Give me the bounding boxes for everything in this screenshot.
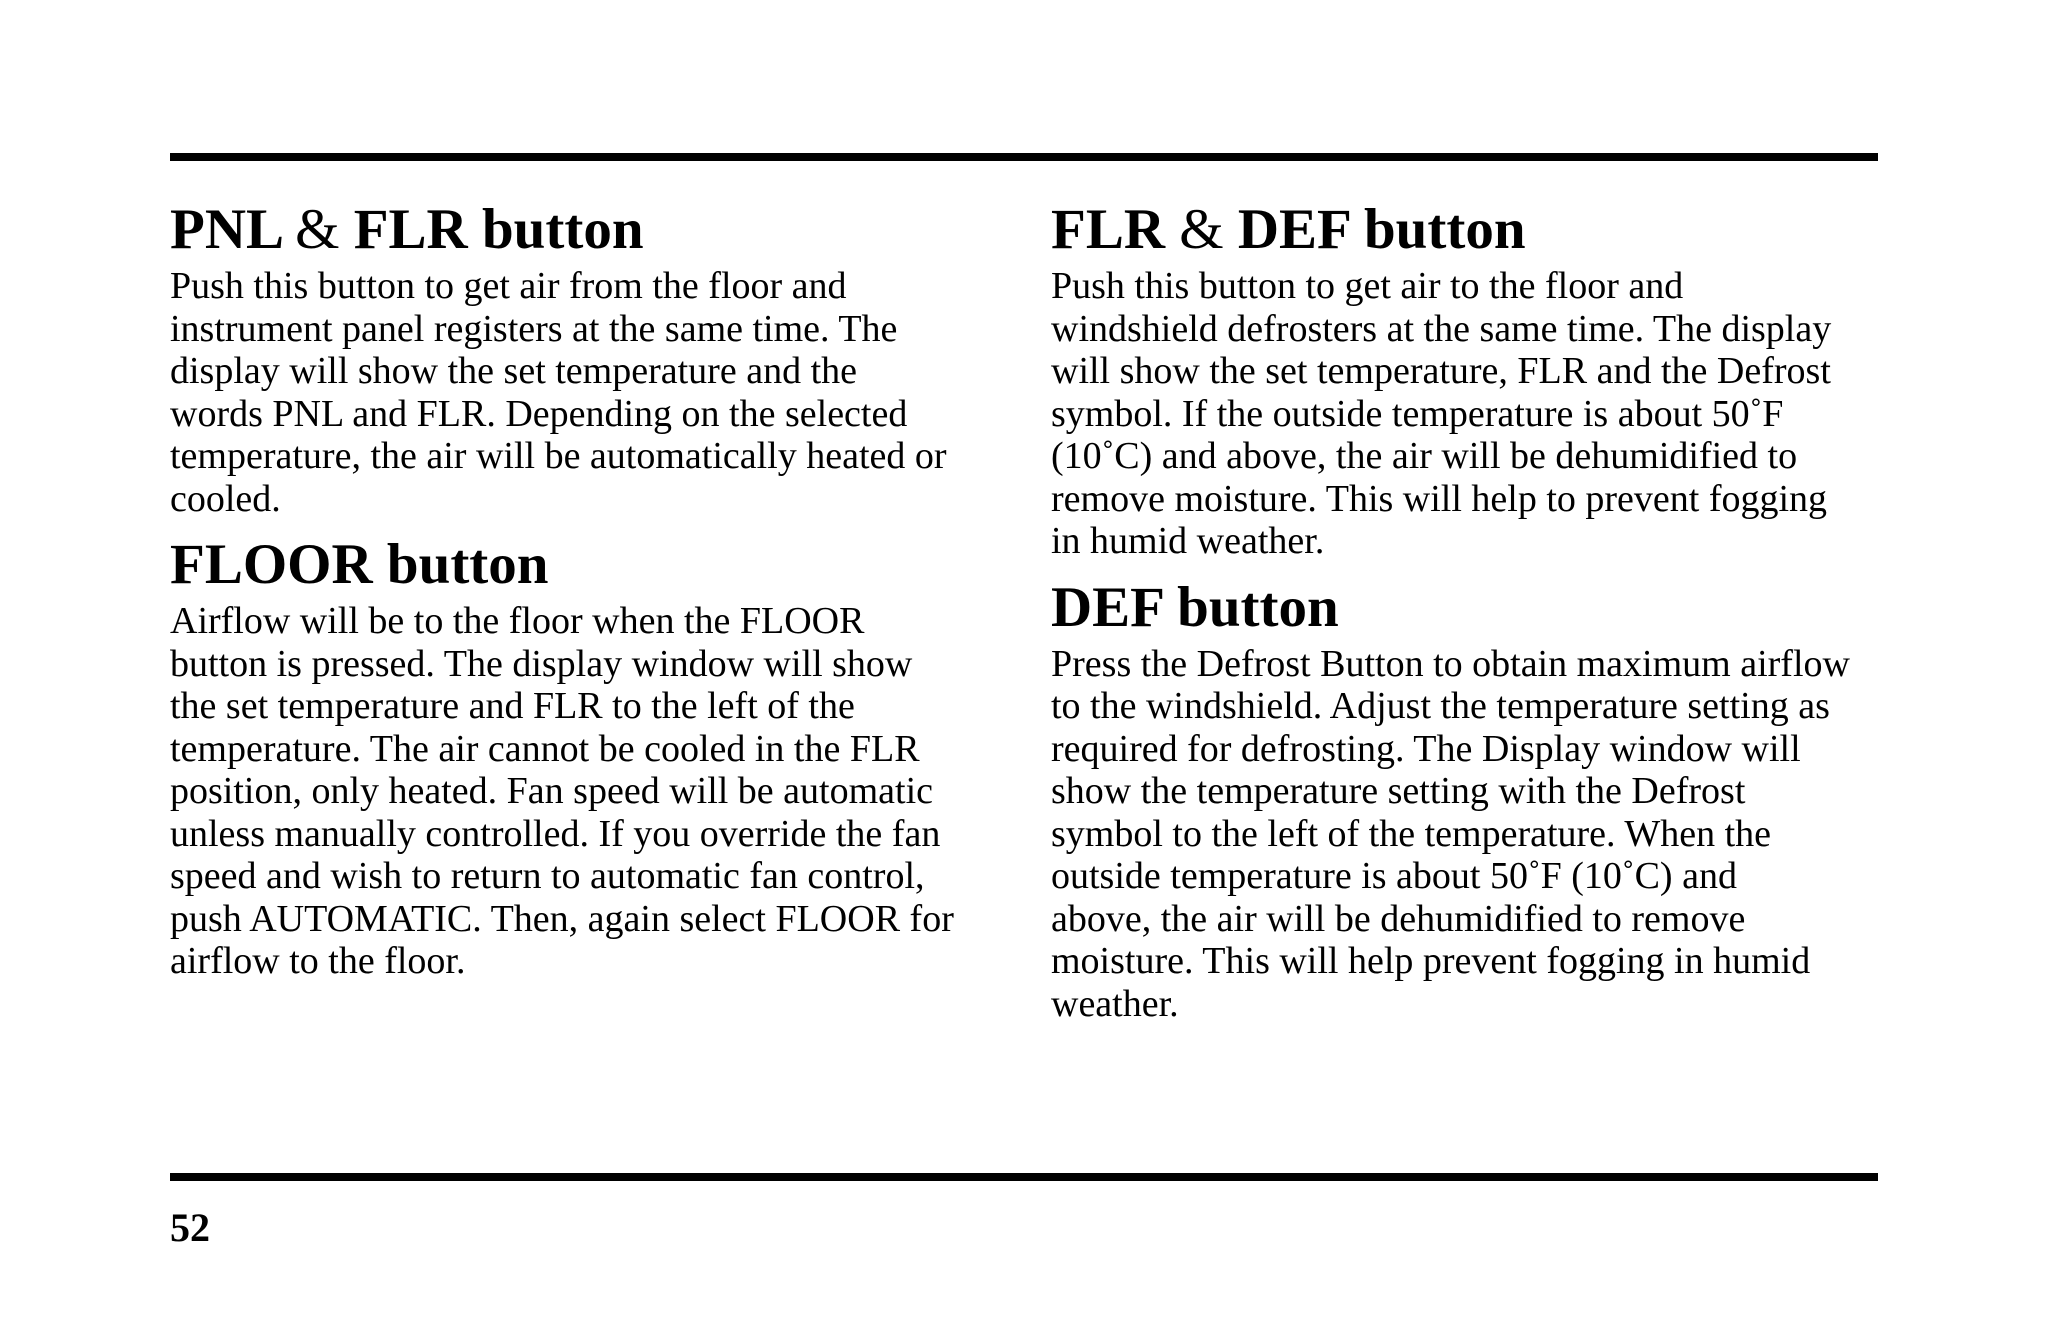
bottom-rule: [170, 1173, 1878, 1181]
def-button-label: DEF button: [1237, 198, 1526, 261]
flr-button-label: FLR button: [353, 198, 644, 261]
pnl-label: PNL: [170, 198, 281, 261]
floor-button-heading: FLOOR button: [170, 533, 549, 596]
page-number: 52: [170, 1205, 210, 1250]
ampersand: &: [295, 198, 340, 261]
right-column: [1051, 198, 1887, 1043]
pnl-flr-description: Push this button to get air from the floor and instrument panel registers at the same time. The display will show the set temperature and the words PNL and FLR. Depending on the selected temperature, the air will be automatically heated or cooled.: [170, 265, 947, 520]
top-rule: [170, 153, 1878, 161]
flr-def-description: Push this button to get air to the floor and windshield defrosters at the same time. The display will show the set temperature, FLR and the Defrost symbol. If the outside temperature is about 50˚F (10˚C) and above, the air will be dehumidified to remove moisture. This will help to prevent fogging in humid weather.: [1051, 265, 1832, 562]
left-column: [170, 198, 990, 1001]
def-button-heading: DEF button: [1051, 575, 1339, 639]
flr-def-heading: [1051, 198, 1887, 261]
flr-label: FLR: [1051, 198, 1165, 261]
pnl-flr-heading: [170, 198, 990, 261]
def-button-description: Press the Defrost Button to obtain maximum airflow to the windshield. Adjust the temperature setting as required for defrosting. The Display window will show the temperature setting with the Defrost symbol to the left of the temperature. When the outside temperature is about 50˚F (10˚C) and above, the air will be dehumidified to remove moisture. This will help prevent fogging in humid weather.: [1051, 642, 1850, 1025]
ampersand: &: [1179, 198, 1224, 261]
floor-button-description: Airflow will be to the floor when the FLOOR button is pressed. The display window will show the set temperature and FLR to the left of the temperature. The air cannot be cooled in the FLR position, only heated. Fan speed will be automatic unless manually controlled. If you override the fan speed and wish to return to automatic fan control, push AUTOMATIC. Then, again select FLOOR for airflow to the floor.: [170, 600, 954, 982]
